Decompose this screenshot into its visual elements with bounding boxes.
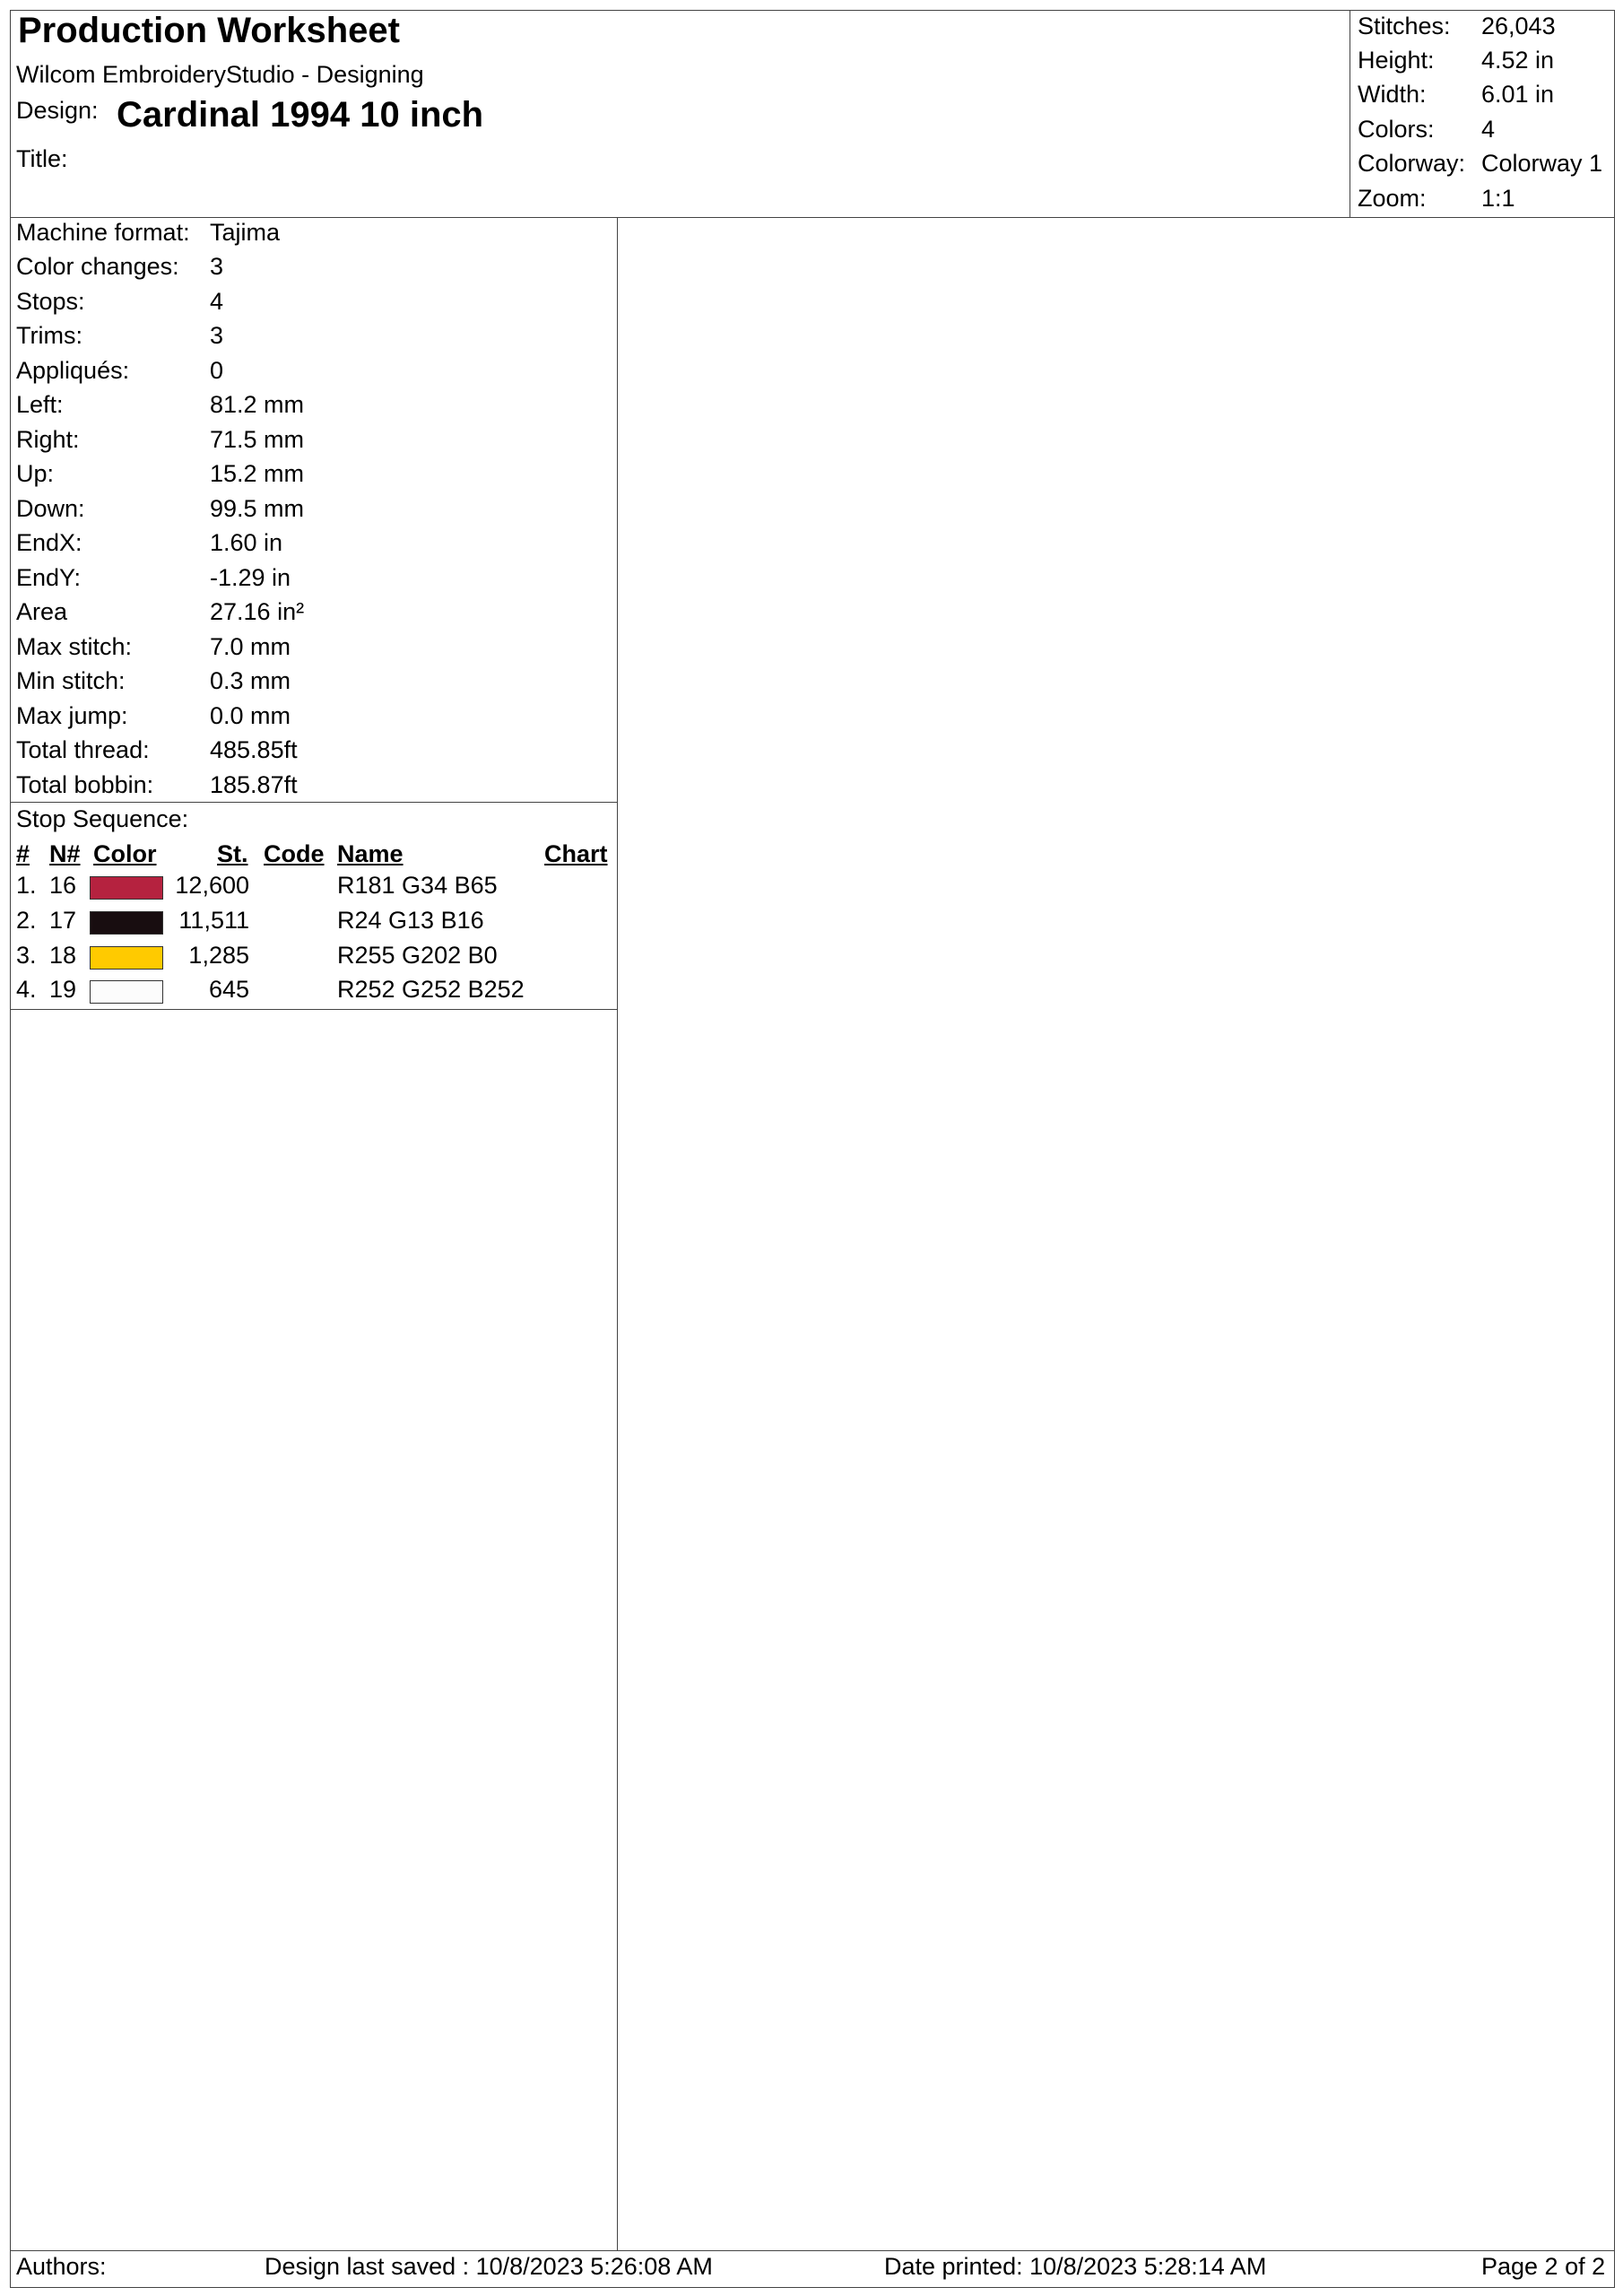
column-header-color: Color bbox=[93, 840, 157, 867]
design-name: Cardinal 1994 10 inch bbox=[117, 95, 484, 135]
page-title: Production Worksheet bbox=[18, 11, 400, 50]
footer-divider bbox=[10, 2250, 1615, 2251]
column-header-chart: Chart bbox=[544, 840, 608, 867]
stitch-count: 645 bbox=[208, 976, 249, 1003]
column-header-stitches: St. bbox=[217, 840, 248, 867]
design-label: Design: bbox=[16, 97, 99, 124]
needle-number: 19 bbox=[49, 976, 77, 1003]
color-name: R181 G34 B65 bbox=[337, 872, 498, 899]
authors-label: Authors: bbox=[16, 2253, 107, 2280]
column-header-needle: N# bbox=[49, 840, 81, 867]
stitch-count: 11,511 bbox=[178, 907, 249, 934]
design-last-saved: Design last saved : 10/8/2023 5:26:08 AM bbox=[265, 2253, 713, 2280]
color-name: R252 G252 B252 bbox=[337, 976, 525, 1003]
column-header-number: # bbox=[16, 840, 30, 867]
stop-sequence-divider bbox=[10, 1009, 618, 1010]
header-divider bbox=[10, 217, 1615, 218]
needle-number: 16 bbox=[49, 872, 77, 899]
needle-number: 17 bbox=[49, 907, 77, 934]
title-label: Title: bbox=[16, 145, 68, 172]
worksheet-frame bbox=[10, 10, 1615, 2288]
row-index: 3. bbox=[16, 942, 37, 969]
column-header-name: Name bbox=[337, 840, 404, 867]
column-header-code: Code bbox=[264, 840, 325, 867]
stitch-count: 12,600 bbox=[175, 872, 249, 899]
stats-divider bbox=[10, 802, 618, 803]
color-name: R24 G13 B16 bbox=[337, 907, 484, 934]
row-index: 4. bbox=[16, 976, 37, 1003]
row-index: 2. bbox=[16, 907, 37, 934]
stitch-count: 1,285 bbox=[188, 942, 249, 969]
page-number: Page 2 of 2 bbox=[1481, 2253, 1606, 2280]
color-name: R255 G202 B0 bbox=[337, 942, 498, 969]
stop-sequence-label: Stop Sequence: bbox=[16, 805, 189, 832]
date-printed: Date printed: 10/8/2023 5:28:14 AM bbox=[884, 2253, 1267, 2280]
left-panel-divider bbox=[617, 217, 618, 2251]
row-index: 1. bbox=[16, 872, 37, 899]
application-subtitle: Wilcom EmbroideryStudio - Designing bbox=[16, 61, 424, 88]
needle-number: 18 bbox=[49, 942, 77, 969]
